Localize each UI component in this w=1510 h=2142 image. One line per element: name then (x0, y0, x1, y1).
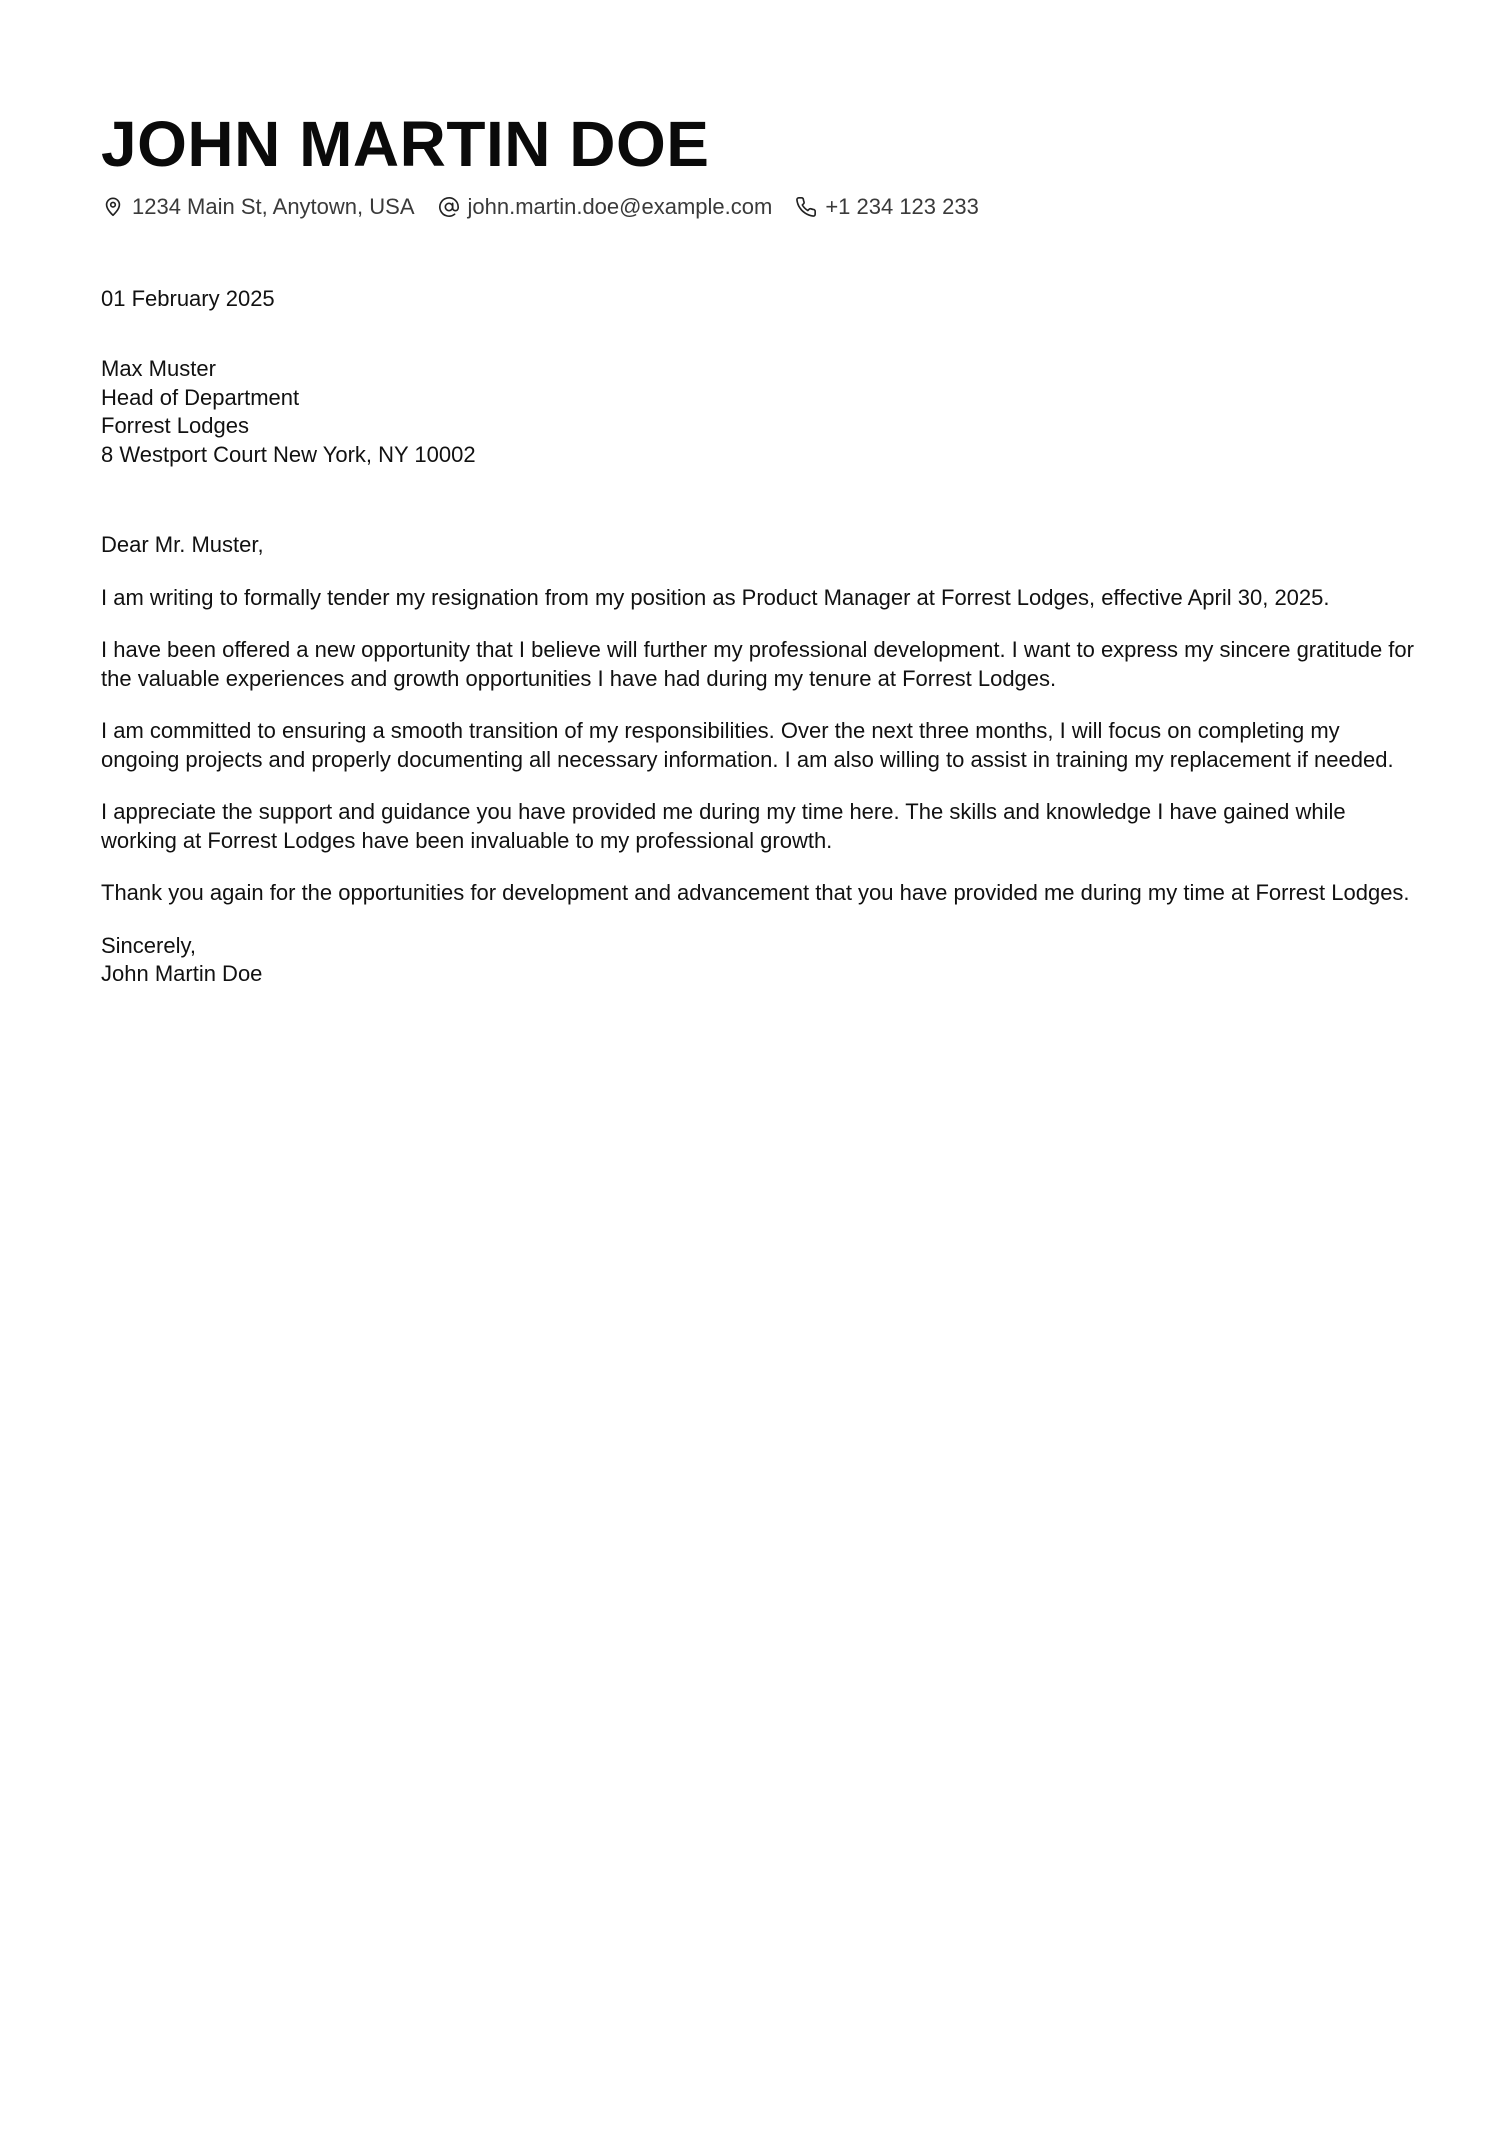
paragraph: I have been offered a new opportunity that I believe will further my professional development. I want to express my sincere gratitude for the valuable experiences and growth opportunities I have had during my tenure at Forrest Lodges. (101, 637, 1414, 691)
recipient-title: Head of Department (101, 384, 300, 410)
paragraph: I am committed to ensuring a smooth transition of my responsibilities. Over the next three months, I will focus on completing my ongoing projects and properly documenting all necessary information. I am also willing to assist in training my replacement if needed. (101, 718, 1394, 772)
closing-block (101, 932, 1421, 989)
letter-date: 01 February 2025 (101, 286, 275, 311)
salutation: Dear Mr. Muster, (101, 532, 264, 557)
contact-address (101, 194, 415, 220)
paragraph: Thank you again for the opportunities for development and advancement that you have provided me during my time at Forrest Lodges. (101, 880, 1410, 905)
contact-email[interactable] (437, 194, 773, 220)
contact-email-text[interactable]: john.martin.doe@example.com (467, 194, 773, 219)
paragraph: I appreciate the support and guidance you have provided me during my time here. The skills and knowledge I have gained while working at Forrest Lodges have been invaluable to my professional growth. (101, 799, 1346, 853)
paragraph: I am writing to formally tender my resignation from my position as Product Manager at Forrest Lodges, effective April 30, 2025. (101, 584, 1330, 610)
contact-phone-text[interactable]: +1 234 123 233 (825, 194, 979, 219)
closing: Sincerely, (101, 932, 196, 958)
at-sign-icon (437, 195, 461, 219)
sender-name: JOHN MARTIN DOE (101, 108, 710, 180)
recipient-name: Max Muster (101, 356, 216, 381)
signature: John Martin Doe (101, 961, 263, 986)
recipient-company: Forrest Lodges (101, 413, 249, 438)
letter-page (101, 105, 1421, 986)
location-pin-icon (101, 195, 125, 219)
recipient-address: 8 Westport Court New York, NY 10002 (101, 441, 476, 467)
contact-phone[interactable] (794, 194, 979, 220)
letter-body (101, 531, 1421, 989)
contact-address-text: 1234 Main St, Anytown, USA (132, 194, 415, 219)
phone-icon (794, 195, 818, 219)
contact-bar (101, 191, 1421, 223)
recipient-block (101, 355, 476, 469)
